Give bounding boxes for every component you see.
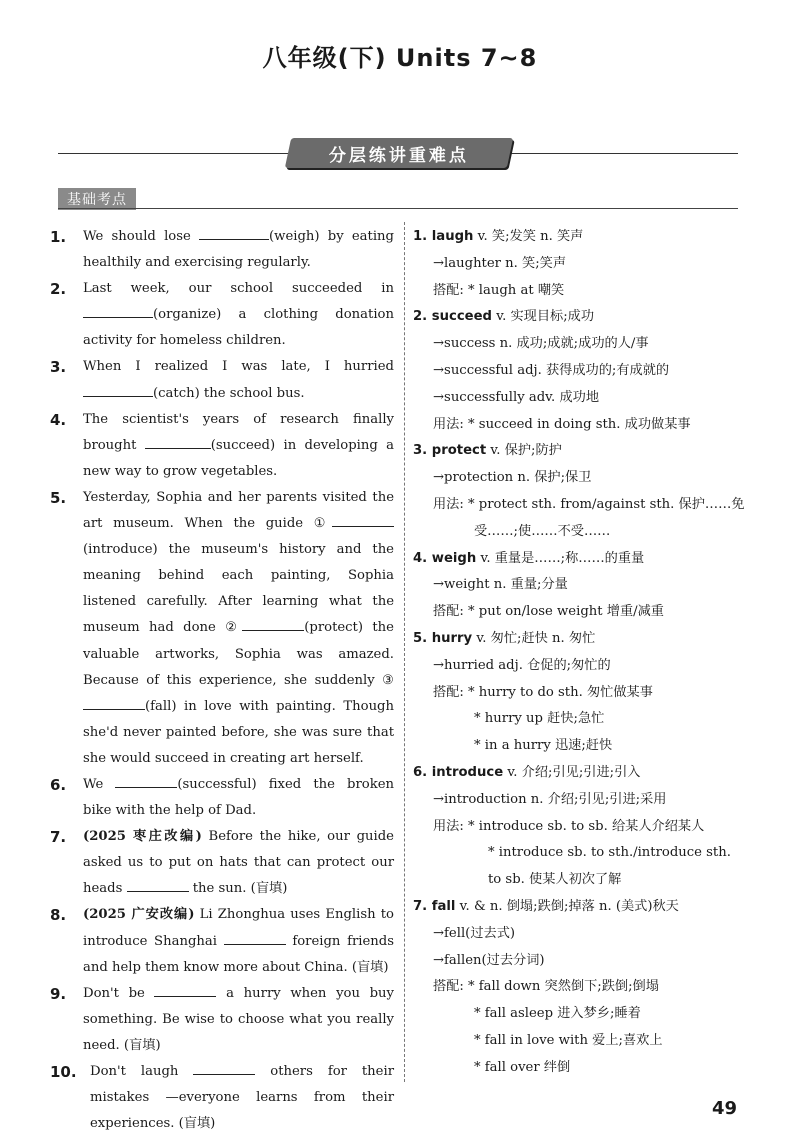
question-number: 2. — [50, 280, 67, 299]
usage: * introduce sb. to sth./introduce sth. to sb. 使某人初次了解 — [488, 845, 731, 888]
badge-rule — [58, 208, 738, 209]
answer-blank[interactable] — [83, 382, 153, 397]
usage: 用法: * succeed in doing sth. 成功做某事 — [433, 416, 691, 432]
headword: 6. introduce — [413, 764, 504, 780]
derivative: →fallen(过去分词) — [433, 952, 545, 968]
section-banner — [285, 138, 513, 168]
question-text: Yesterday, Sophia and her parents visited the art museum. When the guide ① — [83, 489, 394, 532]
question-7 — [50, 824, 394, 902]
question-text: the sun. (盲填) — [188, 881, 288, 897]
question-number: 4. — [50, 410, 67, 429]
derivative: →weight n. 重量;分量 — [433, 577, 568, 593]
derivative: →protection n. 保护;保卫 — [433, 470, 592, 486]
question-10 — [50, 1059, 394, 1137]
question-number: 1. — [50, 228, 67, 246]
headword: 2. succeed — [413, 309, 492, 325]
question-number: 5. — [50, 488, 67, 507]
usage-continued: 受……;使……不受…… — [474, 523, 611, 539]
question-number: 6. — [50, 775, 67, 794]
page-number: 49 — [712, 1098, 738, 1119]
answer-blank[interactable] — [154, 982, 216, 997]
question-text: Last week, our school succeeded in — [83, 281, 394, 297]
question-number: 9. — [50, 984, 67, 1003]
column-divider — [404, 222, 405, 1082]
definition: v. & n. 倒塌;跌倒;掉落 n. (美式)秋天 — [459, 898, 679, 914]
answer-blank[interactable] — [145, 434, 211, 449]
section-badge: 基础考点 — [58, 188, 136, 210]
vocab-entry-laugh — [413, 224, 748, 304]
question-number: 8. — [50, 906, 67, 925]
definition: v. 介绍;引见;引进;引入 — [507, 764, 641, 780]
answer-blank[interactable] — [199, 225, 269, 240]
question-text: Li Zhonghua uses English to introduce Shanghai — [83, 907, 394, 949]
definition: v. 匆忙;赶快 n. 匆忙 — [476, 630, 596, 646]
vocab-entry-fall — [413, 894, 748, 1082]
answer-blank[interactable] — [224, 930, 286, 945]
collocation: * in a hurry 迅速;赶快 — [474, 738, 613, 754]
derivative: →introduction n. 介绍;引见;引进;采用 — [433, 791, 667, 807]
question-text: foreign friends and help them know more about China. (盲填) — [83, 933, 394, 975]
question-number: 7. — [50, 828, 67, 847]
question-number: 3. — [50, 358, 67, 377]
collocation: * fall in love with 爱上;喜欢上 — [474, 1032, 663, 1048]
collocation: 搭配: * hurry to do sth. 匆忙做某事 — [433, 684, 653, 700]
section-banner-label: 分层练讲重难点 — [329, 145, 469, 166]
question-text: (weigh) by eating healthily and exercising regularly. — [83, 229, 394, 271]
definition: v. 重量是……;称……的重量 — [480, 550, 645, 566]
answer-blank[interactable] — [193, 1060, 255, 1075]
question-text: a hurry when you buy something. Be wise to choose what you really need. (盲填) — [83, 985, 394, 1053]
definition: v. 保护;防护 — [490, 443, 562, 459]
question-text: (catch) the school bus. — [153, 385, 305, 401]
question-text: We — [83, 776, 116, 792]
derivative: →hurried adj. 仓促的;匆忙的 — [433, 657, 611, 673]
question-9 — [50, 981, 394, 1059]
question-5 — [50, 485, 394, 772]
page-title: 八年级(下) Units 7~8 — [262, 44, 538, 72]
vocabulary-column — [413, 224, 748, 1082]
question-text: (fall) in love with painting. Though she'd never painted before, she was sure that she would succeed in creating art herself. — [83, 698, 394, 766]
question-text: Before the hike, our guide asked us to put on hats that can protect our heads — [83, 829, 394, 897]
question-text: (organize) a clothing donation activity for homeless children. — [83, 307, 394, 349]
question-8 — [50, 902, 394, 980]
answer-blank[interactable] — [83, 695, 145, 710]
usage: 用法: * introduce sb. to sb. 给某人介绍某人 — [433, 818, 705, 834]
source-tag: (2025 枣庄改编) — [83, 829, 202, 845]
collocation: * fall over 绊倒 — [474, 1059, 571, 1075]
exercise-column — [50, 224, 394, 1137]
derivative: →successful adj. 获得成功的;有成就的 — [433, 362, 670, 378]
question-text: (introduce) the museum's history and the meaning behind each painting, Sophia listened carefully. After learning what the museum had done ② — [83, 542, 394, 636]
headword: 3. protect — [413, 443, 487, 459]
headword: 7. fall — [413, 898, 456, 914]
collocation: 搭配: * put on/lose weight 增重/减重 — [433, 604, 664, 620]
answer-blank[interactable] — [242, 616, 304, 631]
question-3 — [50, 354, 394, 406]
definition: v. 笑;发笑 n. 笑声 — [477, 229, 584, 244]
answer-blank[interactable] — [83, 303, 153, 318]
question-text: The scientist's years of research finally brought — [83, 411, 394, 453]
question-number: 10. — [50, 1063, 77, 1081]
vocab-entry-hurry — [413, 626, 748, 760]
collocation: * hurry up 赶快;急忙 — [474, 711, 605, 727]
question-2 — [50, 276, 394, 354]
vocab-entry-introduce — [413, 760, 748, 894]
headword: 5. hurry — [413, 630, 473, 646]
question-1 — [50, 224, 394, 276]
usage: 用法: * protect sth. from/against sth. 保护……免 — [433, 496, 745, 512]
question-text: Don't laugh — [90, 1064, 194, 1079]
question-6 — [50, 772, 394, 824]
question-4 — [50, 407, 394, 485]
derivative: →success n. 成功;成就;成功的人/事 — [433, 336, 649, 352]
source-tag: (2025 广安改编) — [83, 907, 195, 923]
headword: 1. laugh — [413, 229, 474, 244]
vocab-entry-weigh — [413, 546, 748, 626]
collocation: * fall asleep 进入梦乡;睡着 — [474, 1006, 641, 1022]
question-text: (successful) fixed the broken bike with the help of Dad. — [83, 776, 394, 819]
answer-blank[interactable] — [332, 512, 394, 527]
question-text: (protect) the valuable artworks, Sophia was amazed. Because of this experience, she suddenly ③ — [83, 620, 394, 688]
vocab-entry-protect — [413, 438, 748, 545]
question-text: (succeed) in developing a new way to grow vegetables. — [83, 437, 394, 479]
vocab-entry-succeed — [413, 304, 748, 438]
derivative: →fell(过去式) — [433, 925, 516, 941]
derivative: →successfully adv. 成功地 — [433, 389, 600, 405]
question-text: We should lose — [83, 229, 200, 244]
question-text: others for their mistakes —everyone learns from their experiences. (盲填) — [90, 1064, 394, 1132]
derivative: →laughter n. 笑;笑声 — [433, 255, 567, 271]
question-text: When I realized I was late, I hurried — [83, 359, 394, 375]
definition: v. 实现目标;成功 — [496, 309, 595, 325]
collocation: 搭配: * fall down 突然倒下;跌倒;倒塌 — [433, 979, 659, 995]
headword: 4. weigh — [413, 550, 477, 566]
answer-blank[interactable] — [115, 773, 177, 788]
collocation: 搭配: * laugh at 嘲笑 — [433, 282, 565, 298]
section-rule-left — [58, 153, 290, 154]
answer-blank[interactable] — [127, 877, 189, 892]
question-text: Don't be — [83, 985, 155, 1001]
section-rule-right — [508, 153, 738, 154]
